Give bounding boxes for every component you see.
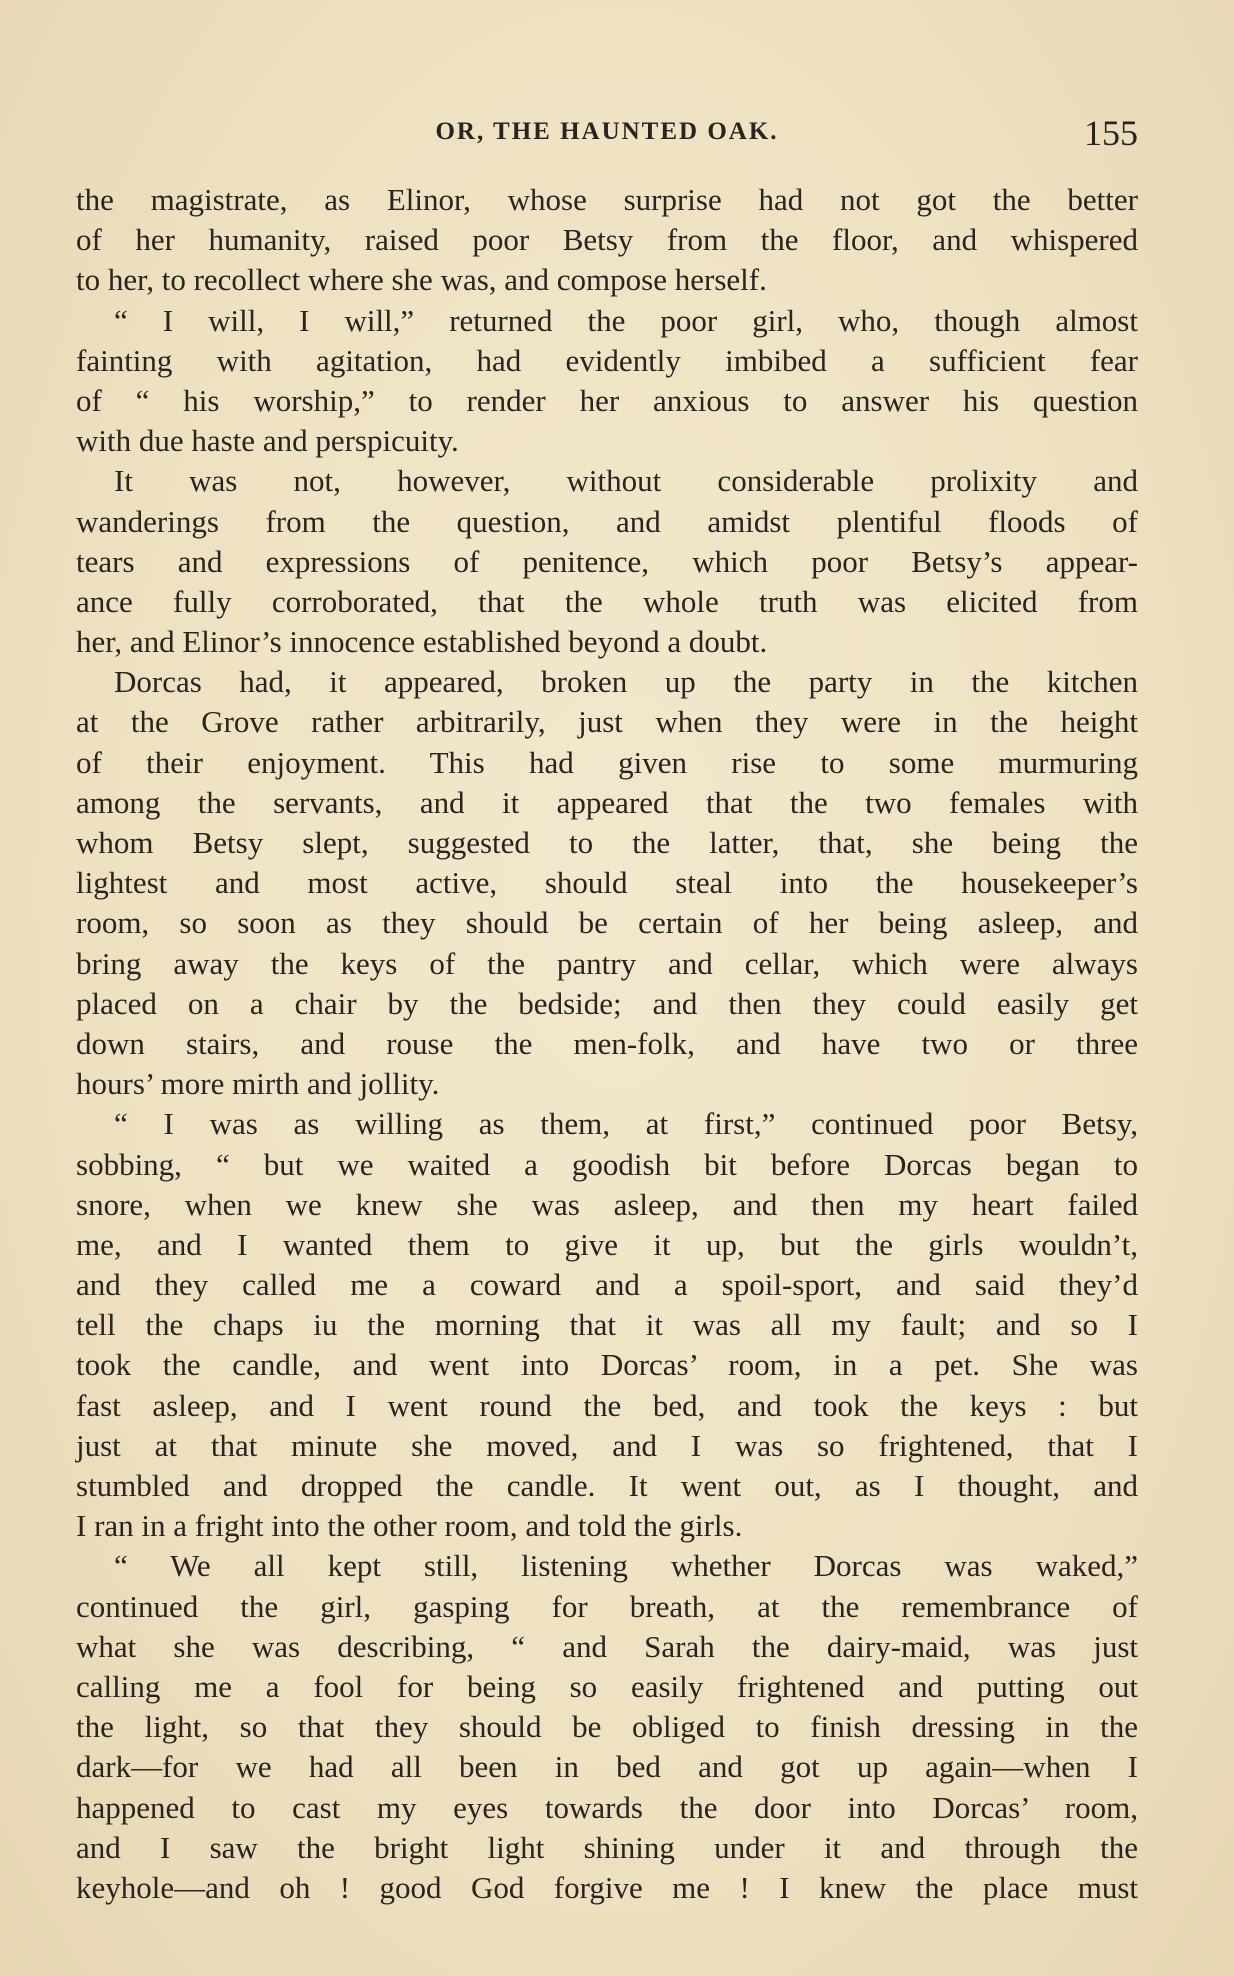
text-line: snore, when we knew she was asleep, and then my heart failed — [76, 1186, 1138, 1222]
text-line: happened to cast my eyes towards the door into Dorcas’ room, — [76, 1789, 1138, 1825]
text-line: tears and expressions of penitence, which poor Betsy’s appear- — [76, 543, 1138, 579]
text-line: “ I will, I will,” returned the poor girl, who, though almost — [114, 302, 1138, 338]
text-line: calling me a fool for being so easily frightened and putting out — [76, 1668, 1138, 1704]
text-line: wanderings from the question, and amidst plentiful floods of — [76, 503, 1138, 539]
body-text — [76, 180, 1138, 1908]
page-header — [76, 112, 1138, 156]
text-line: of “ his worship,” to render her anxious to answer his question — [76, 382, 1138, 418]
text-line: and they called me a coward and a spoil-sport, and said they’d — [76, 1267, 1138, 1303]
text-line: stumbled and dropped the candle. It went out, as I thought, and — [76, 1468, 1138, 1503]
text-line: whom Betsy slept, suggested to the latter, that, she being the — [76, 825, 1138, 860]
text-line: of her humanity, raised poor Betsy from the floor, and whispered — [76, 222, 1138, 258]
text-line: ance fully corroborated, that the whole truth was elicited from — [76, 583, 1138, 619]
text-line: at the Grove rather arbitrarily, just when they were in the height — [76, 704, 1138, 740]
text-line: room, so soon as they should be certain of her being asleep, and — [76, 905, 1138, 941]
text-line: and I saw the bright light shining under it and through the — [76, 1829, 1138, 1865]
text-line: fast asleep, and I went round the bed, and took the keys : but — [76, 1387, 1138, 1423]
text-line: dark—for we had all been in bed and got up again—when I — [76, 1749, 1138, 1785]
text-line: me, and I wanted them to give it up, but the girls wouldn’t, — [76, 1226, 1138, 1262]
text-line: tell the chaps iu the morning that it was all my fault; and so I — [76, 1307, 1138, 1343]
text-line: the light, so that they should be obliged to finish dressing in the — [76, 1709, 1138, 1745]
text-line: “ We all kept still, listening whether Dorcas was waked,” — [114, 1548, 1138, 1584]
text-line: continued the girl, gasping for breath, at the remembrance of — [76, 1588, 1138, 1624]
text-line: among the servants, and it appeared that the two females with — [76, 784, 1138, 820]
text-line: It was not, however, without considerable prolixity and — [114, 463, 1138, 499]
text-line: sobbing, “ but we waited a goodish bit before Dorcas began to — [76, 1146, 1138, 1182]
text-line: I ran in a fright into the other room, and told the girls. — [76, 1508, 743, 1544]
text-line: the magistrate, as Elinor, whose surprise had not got the better — [76, 182, 1138, 217]
text-line: Dorcas had, it appeared, broken up the party in the kitchen — [114, 664, 1138, 700]
text-line: keyhole—and oh ! good God forgive me ! I knew the place must — [76, 1869, 1138, 1905]
text-line: “ I was as willing as them, at first,” continued poor Betsy, — [114, 1106, 1138, 1142]
text-line: bring away the keys of the pantry and cellar, which were always — [76, 945, 1138, 981]
text-line: fainting with agitation, had evidently imbibed a sufficient fear — [76, 342, 1138, 378]
text-line: with due haste and perspicuity. — [76, 423, 459, 459]
text-line: her, and Elinor’s innocence established beyond a doubt. — [76, 624, 768, 660]
text-line: down stairs, and rouse the men-folk, and have two or three — [76, 1025, 1138, 1061]
running-head: OR, THE HAUNTED OAK. — [435, 118, 779, 145]
text-line: of their enjoyment. This had given rise to some murmuring — [76, 744, 1138, 780]
text-line: placed on a chair by the bedside; and then they could easily get — [76, 985, 1138, 1021]
text-line: just at that minute she moved, and I was so frightened, that I — [76, 1427, 1138, 1463]
text-line: to her, to recollect where she was, and compose herself. — [76, 262, 767, 298]
text-line: took the candle, and went into Dorcas’ room, in a pet. She was — [76, 1347, 1138, 1383]
text-line: hours’ more mirth and jollity. — [76, 1066, 440, 1102]
text-line: what she was describing, “ and Sarah the dairy-maid, was just — [76, 1628, 1138, 1664]
page-number: 155 — [1084, 113, 1138, 153]
text-line: lightest and most active, should steal into the housekeeper’s — [76, 865, 1138, 901]
